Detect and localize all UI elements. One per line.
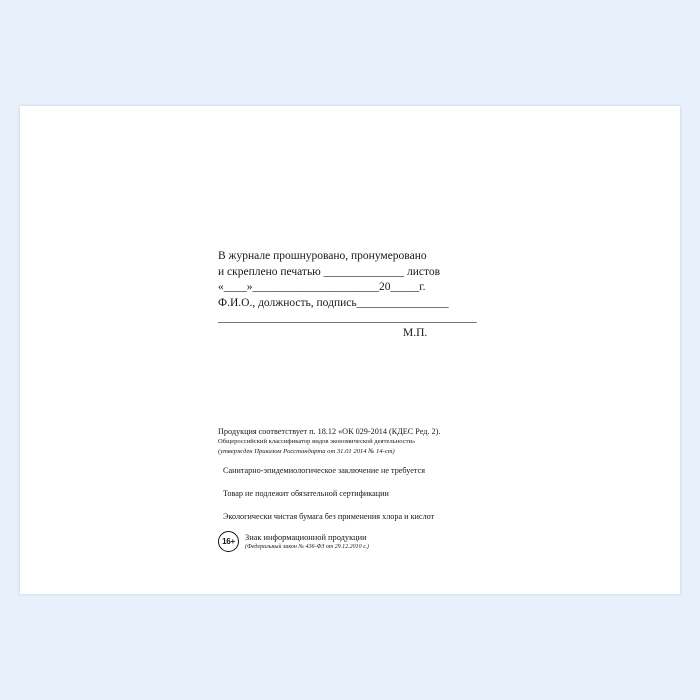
certification-line-4: Ф.И.О., должность, подпись________________ [218, 296, 449, 309]
legal-line-1: Продукция соответствует п. 18.12 «ОК 029-2014 (КДЕС Ред. 2). [218, 427, 441, 436]
legal-item-3: Экологически чистая бумага без применения хлора и кислот [223, 512, 435, 521]
certification-line-5: _____________________________________________ [218, 312, 477, 324]
document-page-content [20, 106, 680, 594]
age-rating-subtitle: (Федеральный закон № 436-ФЗ от 29.12.2010 г.) [245, 543, 369, 550]
certification-line-2: и скреплено печатью ______________ листов [218, 265, 441, 278]
age-rating-texts [245, 533, 369, 551]
legal-line-3: (утвержден Приказом Росстандарта от 31.01 2014 № 14-ст) [218, 447, 395, 455]
legal-item-1: Санитарно-эпидемиологическое заключение не требуется [223, 466, 425, 475]
certification-line-3: «____»______________________20_____г. [218, 281, 426, 293]
legal-notice-block [218, 426, 478, 522]
stamp-place-label: М.П. [403, 327, 428, 339]
legal-item-2: Товар не подлежит обязательной сертификации [223, 489, 389, 498]
certification-block [218, 249, 477, 327]
legal-spacer [218, 456, 478, 465]
legal-line-2: Общероссийский классификатор видов экономической деятельности» [218, 438, 416, 445]
age-rating-row [218, 531, 369, 552]
document-page [20, 106, 680, 594]
legal-item-gap-2 [218, 499, 478, 511]
certification-line-1: В журнале прошнуровано, пронумеровано [218, 250, 427, 262]
age-rating-16plus-icon: 16+ [218, 531, 239, 552]
age-rating-title: Знак информационной продукции [245, 532, 367, 542]
legal-item-gap-1 [218, 476, 478, 488]
